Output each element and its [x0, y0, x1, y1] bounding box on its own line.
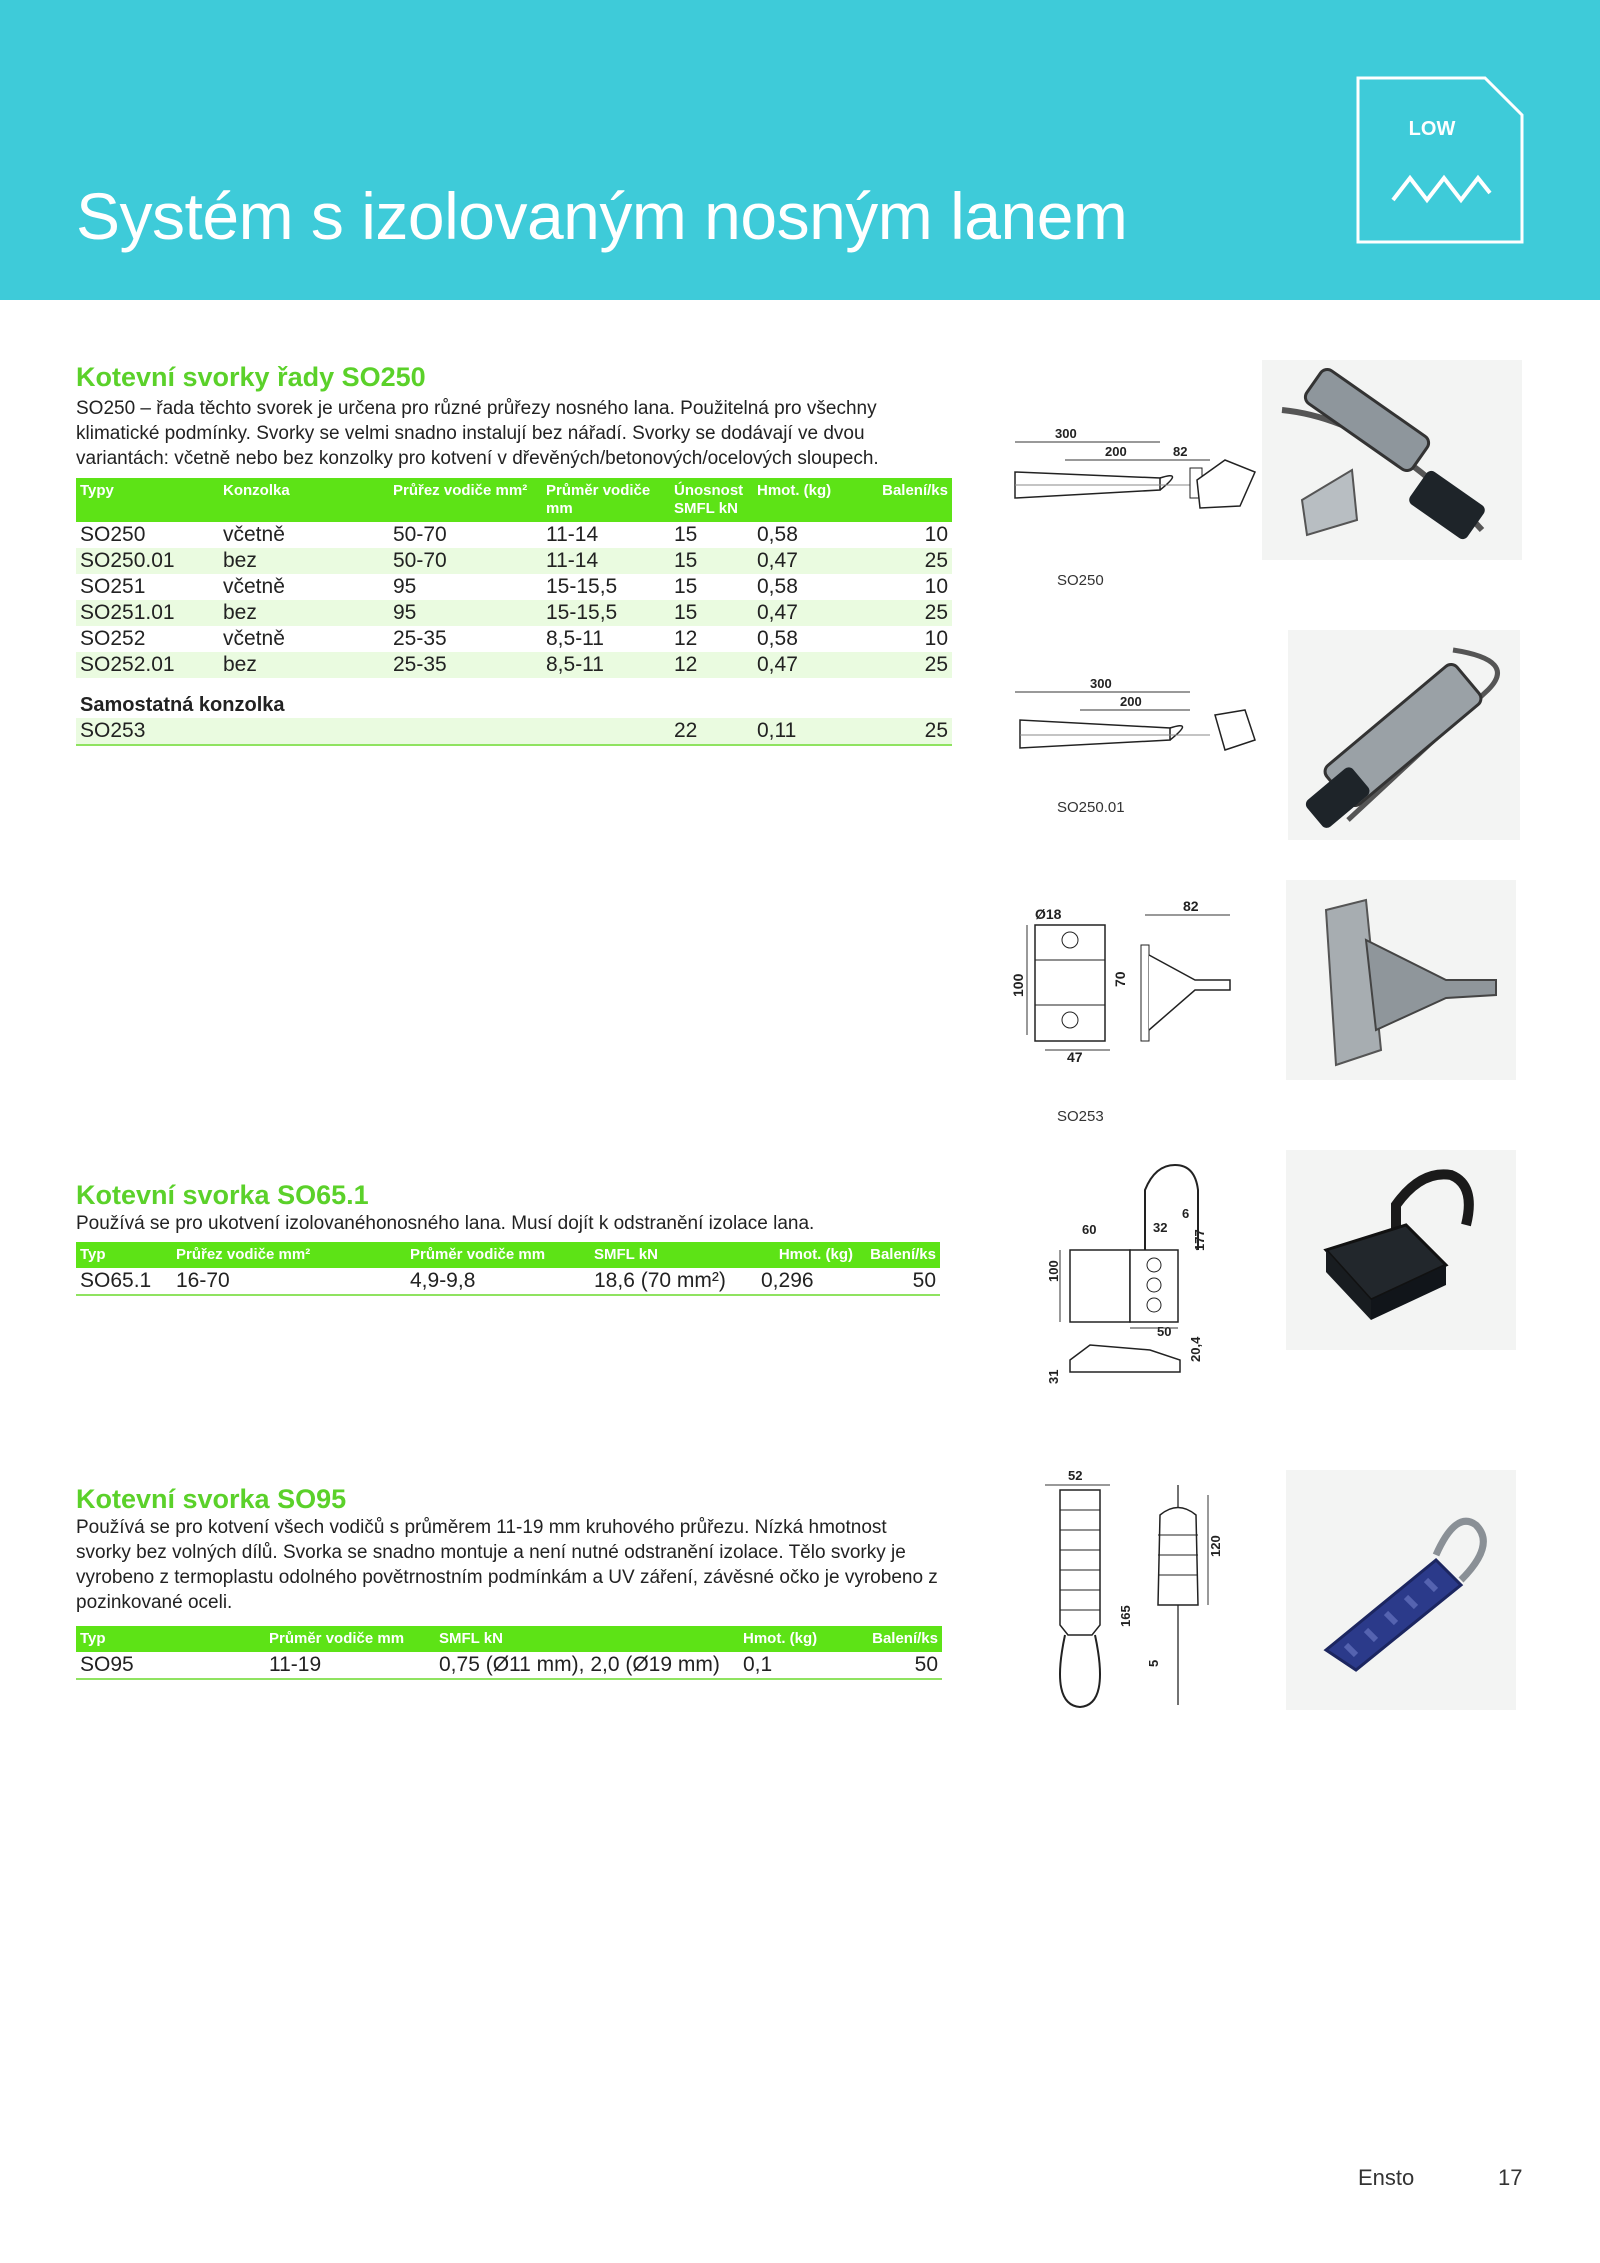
dim-label: 6 — [1182, 1206, 1190, 1221]
cell-weight: 0,58 — [757, 523, 798, 546]
dim-label: 60 — [1082, 1222, 1097, 1237]
cell-cross-section: 16-70 — [172, 1268, 406, 1295]
col-header: Typ — [76, 1242, 172, 1268]
so250-01-technical-drawing — [1010, 670, 1270, 770]
dim-label: 32 — [1153, 1220, 1168, 1235]
so250-title: Kotevní svorky řady SO250 — [76, 362, 426, 392]
cell-weight: 0,58 — [757, 575, 798, 598]
col-header: SMFL kN — [590, 1242, 757, 1268]
cell-cross-section: 95 — [393, 575, 417, 598]
cell-bracket: bez — [219, 548, 389, 574]
cell-weight: 0,296 — [757, 1268, 857, 1295]
cell-diameter: 8,5-11 — [546, 627, 604, 650]
cell-type: SO95 — [76, 1652, 265, 1679]
cell-bracket: bez — [219, 652, 389, 678]
cell-smfl: 12 — [670, 652, 753, 678]
dim-label: 100 — [1010, 973, 1026, 997]
so250-description: SO250 – řada těchto svorek je určena pro různé průřezy nosného lana. Použitelná pro všechny klimatické podmínky. Svorky se velmi snadno instalují bez nářadí. Svorky se dodávají ve dvou variantách: včetně nebo bez konzolky pro kotvení v dřevěných/betonových/ocelových sloupech. — [76, 398, 879, 469]
figure-caption: SO253 — [1057, 1108, 1104, 1125]
cell-type: SO253 — [76, 718, 219, 745]
col-header: Balení/ks — [842, 1626, 942, 1652]
so253-product-photo — [1286, 880, 1516, 1080]
col-header: Hmot. (kg) — [753, 478, 856, 522]
col-header: Hmot. (kg) — [739, 1626, 842, 1652]
cell-diameter: 11-14 — [546, 523, 599, 546]
dim-label: 200 — [1120, 694, 1142, 709]
so95-technical-drawing — [1030, 1465, 1240, 1715]
cell-bracket: včetně — [223, 627, 285, 650]
so95-title: Kotevní svorka SO95 — [76, 1484, 347, 1514]
col-header: Průměr vodiče mm — [265, 1626, 435, 1652]
table-row — [76, 522, 952, 548]
cell-weight: 0,47 — [753, 652, 856, 678]
so651-description: Používá se pro ukotvení izolovanéhonosného lana. Musí dojít k odstranění izolace lana. — [76, 1213, 815, 1234]
cell-cross-section: 25-35 — [389, 652, 542, 678]
dim-label: 5 — [1146, 1659, 1161, 1667]
so250-table — [76, 478, 952, 746]
col-header: Balení/ks — [857, 1242, 940, 1268]
cell-pack: 10 — [924, 575, 948, 598]
figure-caption: SO250 — [1057, 572, 1104, 589]
col-header: Průřez vodiče mm² — [389, 478, 542, 522]
cell-cross-section: 50-70 — [393, 523, 447, 546]
cell-bracket: bez — [219, 600, 389, 626]
so651-title: Kotevní svorka SO65.1 — [76, 1180, 369, 1210]
cell-weight: 0,58 — [757, 627, 798, 650]
dim-label: 300 — [1090, 676, 1112, 691]
cell-type: SO252 — [80, 627, 146, 650]
cell-smfl: 15 — [674, 523, 698, 546]
page-title: Systém s izolovaným nosným lanem — [76, 179, 1128, 253]
cell-diameter: 4,9-9,8 — [406, 1268, 590, 1295]
cell-type: SO251.01 — [76, 600, 219, 626]
table-row — [76, 626, 952, 652]
so651-technical-drawing — [1040, 1150, 1240, 1390]
col-header: Typy — [76, 478, 219, 522]
col-header: Hmot. (kg) — [757, 1242, 857, 1268]
table-subheading: Samostatná konzolka — [80, 694, 285, 716]
so253-technical-drawing — [1005, 895, 1235, 1075]
so250-product-photo — [1262, 360, 1522, 560]
cell-diameter: 15-15,5 — [542, 600, 670, 626]
cell-weight: 0,1 — [739, 1652, 842, 1679]
cell-weight: 0,11 — [753, 718, 856, 745]
table-row — [76, 574, 952, 600]
dim-label: 50 — [1157, 1324, 1172, 1339]
cell-smfl: 0,75 (Ø11 mm), 2,0 (Ø19 mm) — [435, 1652, 739, 1679]
col-header: Balení/ks — [856, 478, 952, 522]
cell-pack: 50 — [842, 1652, 942, 1679]
cell-type: SO250 — [80, 523, 146, 546]
col-header: SMFL kN — [435, 1626, 739, 1652]
cell-pack: 25 — [856, 718, 952, 745]
figure-caption: SO250.01 — [1057, 799, 1125, 816]
cell-cross-section: 50-70 — [389, 548, 542, 574]
cell-diameter: 15-15,5 — [546, 575, 618, 598]
cell-diameter: 11-14 — [542, 548, 670, 574]
cell-pack: 25 — [856, 548, 952, 574]
col-header: Průměr vodiče mm — [542, 478, 670, 522]
dim-label: Ø18 — [1035, 906, 1062, 922]
col-header: Typ — [76, 1626, 265, 1652]
col-header: Průměr vodiče mm — [406, 1242, 590, 1268]
so250-technical-drawing — [1010, 420, 1270, 520]
cell-type: SO251 — [80, 575, 146, 598]
cell-weight: 0,47 — [753, 548, 856, 574]
low-voltage-badge — [1355, 75, 1525, 245]
cell-pack: 25 — [856, 600, 952, 626]
col-header: Průřez vodiče mm² — [172, 1242, 406, 1268]
table-row — [76, 548, 952, 574]
so651-table — [76, 1242, 940, 1296]
cell-type: SO250.01 — [76, 548, 219, 574]
cell-smfl: 18,6 (70 mm²) — [590, 1268, 757, 1295]
dim-label: 300 — [1055, 426, 1077, 441]
cell-smfl: 15 — [674, 575, 698, 598]
col-header: Konzolka — [219, 478, 389, 522]
cell-cross-section: 95 — [389, 600, 542, 626]
cell-bracket: včetně — [223, 523, 285, 546]
dim-label: 47 — [1067, 1049, 1083, 1065]
table-row — [76, 718, 952, 745]
dim-label: 120 — [1208, 1535, 1223, 1557]
cell-cross-section: 25-35 — [393, 627, 447, 650]
cell-pack: 10 — [924, 627, 948, 650]
table-row — [76, 1652, 942, 1679]
dim-label: 82 — [1173, 444, 1188, 459]
table-subheading-row — [76, 678, 952, 718]
page-number: 17 — [1498, 2165, 1523, 2190]
cell-smfl: 15 — [670, 600, 753, 626]
table-row — [76, 600, 952, 626]
so95-description: Používá se pro kotvení všech vodičů s průměrem 11-19 mm kruhového průřezu. Nízká hmotnost svorky bez volných dílů. Svorka se snadno montuje a není nutné odstranění izolace. Tělo svorky je vyrobeno z termoplastu odolného povětrnostním podmínkám a UV záření, závěsné očko je vyrobeno z pozinkované oceli. — [76, 1517, 938, 1613]
cell-pack: 10 — [924, 523, 948, 546]
col-header: Únosnost SMFL kN — [670, 478, 753, 522]
badge-label: LOW — [1408, 118, 1456, 140]
cell-type: SO252.01 — [76, 652, 219, 678]
cell-weight: 0,47 — [753, 600, 856, 626]
so651-product-photo — [1286, 1150, 1516, 1350]
dim-label: 82 — [1183, 898, 1199, 914]
cell-smfl: 22 — [670, 718, 753, 745]
cell-smfl: 12 — [674, 627, 698, 650]
dim-label: 100 — [1046, 1260, 1061, 1282]
cell-type: SO65.1 — [76, 1268, 172, 1295]
dim-label: 70 — [1112, 971, 1128, 987]
footer-brand: Ensto — [1358, 2165, 1415, 2190]
dim-label: 200 — [1105, 444, 1127, 459]
cell-smfl: 15 — [670, 548, 753, 574]
so95-product-photo — [1286, 1470, 1516, 1710]
dim-label: 20,4 — [1188, 1336, 1203, 1362]
cell-pack: 25 — [856, 652, 952, 678]
cell-bracket: včetně — [223, 575, 285, 598]
table-row — [76, 652, 952, 678]
dim-label: 31 — [1046, 1369, 1061, 1384]
so250-01-product-photo — [1288, 630, 1520, 840]
so95-table — [76, 1626, 942, 1680]
table-row — [76, 1268, 940, 1295]
cell-diameter: 8,5-11 — [542, 652, 670, 678]
dim-label: 165 — [1118, 1605, 1133, 1627]
dim-label: 52 — [1068, 1468, 1083, 1483]
wave-voltage-icon — [1393, 178, 1490, 200]
cell-pack: 50 — [857, 1268, 940, 1295]
dim-label: 177 — [1192, 1229, 1207, 1251]
cell-diameter: 11-19 — [265, 1652, 435, 1679]
